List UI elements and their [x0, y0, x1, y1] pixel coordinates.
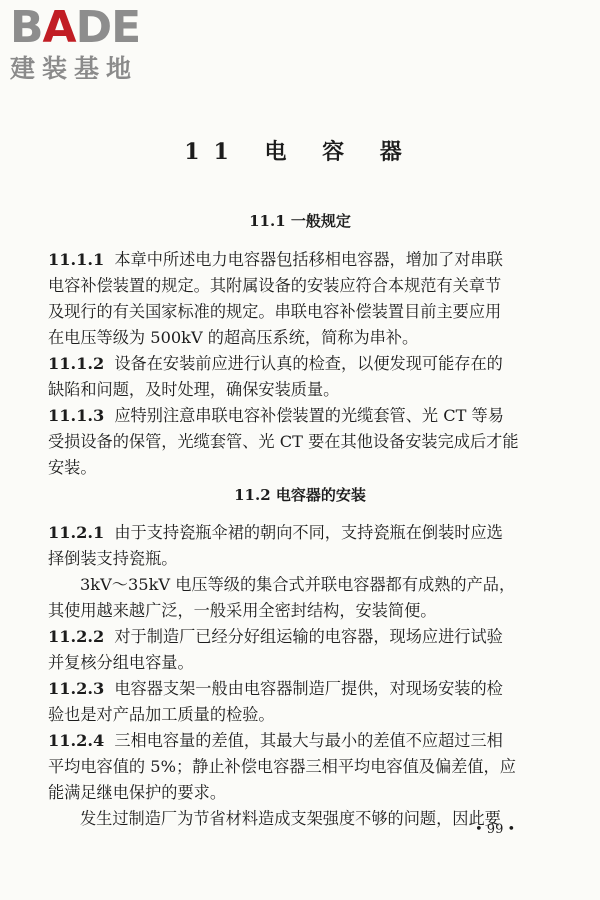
- paragraph-line: [48, 598, 568, 624]
- clause-number: 11.2.2: [48, 627, 105, 646]
- line-text: 3kV～35kV 电压等级的集合式并联电容器都有成熟的产品，: [80, 575, 516, 594]
- paragraph-line: [48, 377, 568, 403]
- paragraph-line: [48, 520, 568, 546]
- line-text: 电容补偿装置的规定。其附属设备的安装应符合本规范有关章节: [48, 276, 502, 295]
- paragraph-line: [80, 572, 568, 598]
- line-text: 平均电容值的 5%；静止补偿电容器三相平均电容值及偏差值，应: [48, 757, 516, 776]
- paragraph-line: [48, 247, 568, 273]
- paragraph-line: [48, 546, 568, 572]
- paragraph-line: [48, 403, 568, 429]
- line-text: 其使用越来越广泛，一般采用全密封结构，安装简便。: [48, 601, 437, 620]
- line-text: 并复核分组电容量。: [48, 653, 194, 672]
- page-number: • 99 •: [475, 822, 516, 837]
- line-text: 安装。: [48, 458, 97, 477]
- paragraph-line: [48, 780, 568, 806]
- line-text: 本章中所述电力电容器包括移相电容器，增加了对串联: [114, 250, 503, 269]
- clause-number: 11.2.4: [48, 731, 105, 750]
- clause-number: 11.2.3: [48, 679, 105, 698]
- line-text: 应特别注意串联电容补偿装置的光缆套管、光 CT 等易: [114, 406, 504, 425]
- clause-number: 11.1.3: [48, 406, 105, 425]
- logo-letters-de: DE: [75, 2, 141, 53]
- paragraph-line: [48, 351, 568, 377]
- clause-number: 11.1.2: [48, 354, 105, 373]
- line-text: 及现行的有关国家标准的规定。串联电容补偿装置目前主要应用: [48, 302, 502, 321]
- line-text: 验也是对产品加工质量的检验。: [48, 705, 275, 724]
- section-heading-11-2: 11.2 电容器的安装: [234, 486, 366, 504]
- paragraph-line: [48, 702, 568, 728]
- line-text: 发生过制造厂为节省材料造成支架强度不够的问题，因此要: [80, 809, 501, 828]
- line-text: 对于制造厂已经分好组运输的电容器，现场应进行试验: [114, 627, 503, 646]
- paragraph-line: [48, 325, 568, 351]
- line-text: 在电压等级为 500kV 的超高压系统，简称为串补。: [48, 328, 419, 347]
- paragraph-line: [48, 728, 568, 754]
- chapter-title: 11 电 容 器: [184, 139, 416, 165]
- line-text: 设备在安装前应进行认真的检查，以便发现可能存在的: [114, 354, 503, 373]
- paragraph-line: [48, 754, 568, 780]
- line-text: 电容器支架一般由电容器制造厂提供，对现场安装的检: [114, 679, 503, 698]
- logo-chinese-text: 建装基地: [10, 54, 139, 83]
- section-heading-11-1: 11.1 一般规定: [249, 212, 351, 230]
- line-text: 择倒装支持瓷瓶。: [48, 549, 178, 568]
- paragraph-line: [48, 624, 568, 650]
- line-text: 缺陷和问题，及时处理，确保安装质量。: [48, 380, 340, 399]
- paragraph-line: [48, 429, 568, 455]
- paragraph-line: [48, 650, 568, 676]
- logo-wordmark: [10, 4, 140, 52]
- paragraph-line: [48, 299, 568, 325]
- logo-letter-a: A: [42, 2, 76, 53]
- paragraph-line: [48, 455, 568, 481]
- line-text: 由于支持瓷瓶伞裙的朝向不同，支持瓷瓶在倒装时应选: [114, 523, 503, 542]
- clause-number: 11.2.1: [48, 523, 105, 542]
- logo-letter-b: B: [10, 2, 43, 53]
- line-text: 三相电容量的差值，其最大与最小的差值不应超过三相: [114, 731, 503, 750]
- paragraph-line: [48, 273, 568, 299]
- bade-logo: [10, 4, 140, 84]
- line-text: 受损设备的保管，光缆套管、光 CT 要在其他设备安装完成后才能: [48, 432, 519, 451]
- line-text: 能满足继电保护的要求。: [48, 783, 227, 802]
- clause-number: 11.1.1: [48, 250, 105, 269]
- paragraph-line: [48, 676, 568, 702]
